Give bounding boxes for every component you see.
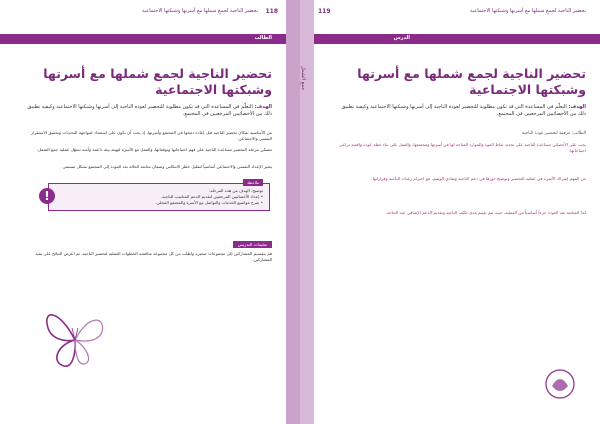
- butterfly-icon: [40, 300, 110, 375]
- paragraph: تُعدّ المتابعة بعد العودة جزءاً أساسياً من العملية، حيث يتم تقييم مدى تكيّف الناجية وتقديم الدعم الإضافي عند الحاجة.: [385, 210, 586, 215]
- byline: الطالب: مرفقة لتحضير عودة الناجية: [521, 131, 586, 136]
- title-line-2: وشبكتها الاجتماعية: [469, 82, 586, 97]
- paragraph: يجب على الأخصائي مساعدة الناجية على تحديد نقاط القوة والموارد المتاحة لها في أسرتها ومجتمعها، والعمل على بناء خطة عودة واقعية تراعي احتياجاتها.: [339, 142, 586, 153]
- section-tag: تعليمات التدريس: [233, 241, 272, 248]
- book-spine: [286, 0, 314, 424]
- paragraph: من الأساسية بمكان تحضير الناجية قبل إعادة دمجها في المجتمع وأسرتها، إذ يجب أن تكون على استعداد لمواجهة التحديات وتحقيق الاستقرار النفسي والاجتماعي.: [31, 130, 272, 141]
- note-line: توضيح: الهدف من هذه المرحلة:: [208, 188, 263, 193]
- note-line: • إعداد الأخصائيين المرجعيين لتقديم الدعم المناسب للناجية.: [160, 194, 263, 199]
- band-label: الدرس: [393, 35, 410, 41]
- section-text: قم بتقسيم المشاركين إلى مجموعات صغيرة واطلب من كل مجموعة مناقشة الخطوات العملية لتحضير الناجية، ثم اعرض النتائج على بقية المشاركين.: [35, 251, 272, 262]
- goal-label: الهدف:: [254, 104, 272, 110]
- organization-logo: [542, 366, 578, 406]
- goal-text: [336, 104, 586, 118]
- paragraph: يعتبر الإعداد النفسي والاجتماعي أساسياً لتقليل خطر الانتكاس وضمان متابعة الحالة بعد العودة إلى المجتمع بشكل مستمر.: [62, 164, 272, 169]
- paragraph: من المهم إشراك الأسرة في عملية التحضير وتوضيح دورها في دعم الناجية وتفادي الوصم، مع احترام رغبات الناجية وقراراتها.: [371, 176, 586, 181]
- note-tag: ملاحظة: [243, 179, 263, 186]
- title-line-1: تحضير الناجية لجمع شملها مع أسرتها: [357, 66, 586, 81]
- running-head: تحضير الناجية لجمع شملها مع أسرتها وشبكتها الاجتماعية: [142, 8, 258, 14]
- page-number: 119: [318, 8, 331, 15]
- goal-body: التعلّم في المساعدة التي قد تكون مطلوبة للتحضير لعودة الناجية إلى أسرتها وشبكتها الاجتماعية وكيفية تطبيق ذلك بين الأخصائيين المرجعيين في المجتمع.: [27, 104, 272, 117]
- exclamation-icon: !: [39, 188, 55, 204]
- title-line-2: وشبكتها الاجتماعية: [155, 82, 272, 97]
- logo-emblem-icon: [542, 366, 578, 402]
- title-line-1: تحضير الناجية لجمع شملها مع أسرتها: [43, 66, 272, 81]
- paragraph: تتضمّن مرحلة التحضير مساعدة الناجية على فهم احتياجاتها وتوقعاتها، والعمل مع الأسرة لتهيئة بيئة داعمة وآمنة تسهّل عملية جمع الشمل.: [36, 147, 272, 152]
- goal-label: الهدف:: [568, 104, 586, 110]
- spine-inner: [286, 0, 300, 424]
- header-band: [0, 34, 286, 44]
- left-page: [0, 0, 286, 424]
- note-box: [44, 180, 270, 211]
- page-number: 118: [265, 8, 278, 15]
- goal-body: التعلّم في المساعدة التي قد تكون مطلوبة للتحضير لعودة الناجية إلى أسرتها وشبكتها الاجتماعية وكيفية تطبيق ذلك بين الأخصائيين المرجعيين في المجتمع.: [341, 104, 586, 117]
- band-label: الطالب: [254, 35, 272, 41]
- note-text: [73, 188, 263, 206]
- spine-label: جمع الشمل: [300, 66, 306, 91]
- header-band: [314, 34, 600, 44]
- note-line: • شرح مواضيع الخدمات والتواصل مع الأسرة والمجتمع المحلي.: [155, 200, 263, 205]
- running-head: تحضير الناجية لجمع شملها مع أسرتها وشبكتها الاجتماعية: [470, 8, 586, 14]
- right-page: [314, 0, 600, 424]
- goal-text: [22, 104, 272, 118]
- page-title: [336, 66, 586, 98]
- page-title: [22, 66, 272, 98]
